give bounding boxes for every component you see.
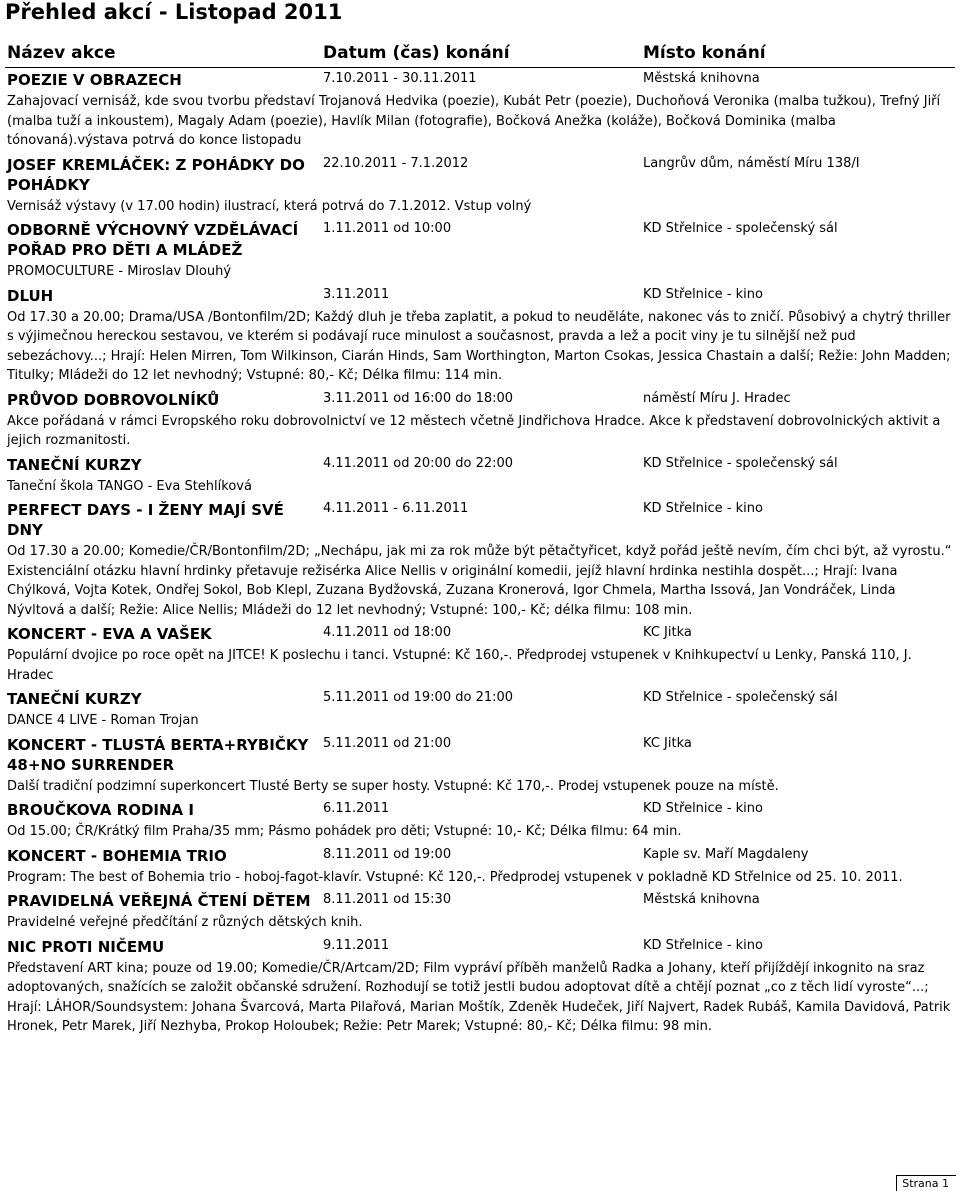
event-place: KC Jitka — [643, 625, 692, 640]
event-name: ODBORNĚ VÝCHOVNÝ VZDĚLÁVACÍ POŘAD PRO DĚTI A MLÁDEŽ — [7, 221, 299, 259]
event-description: Další tradiční podzimní superkoncert Tlusté Berty se super hosty. Vstupné: Kč 170,-. Prodej vstupenek pouze na místě. — [7, 778, 779, 794]
event-list — [0, 69, 960, 1040]
event-date: 4.11.2011 od 18:00 — [323, 625, 452, 640]
event-description: Představení ART kina; pouze od 19.00; Komedie/ČR/Artcam/2D; Film vypráví příběh manželů Radka a Johany, kteří přijíždějí inkognito na sraz adoptovaných, snažících se založit občanské sdružení. Rozhodují se totiž jestli budou adoptovat dítě a chtějí poznat „co z těch lidí vyroste“...; Hrají: LÁHOR/Soundsystem: Johana Švarcová, Marta Pilařová, Marian Moštík, Zdeněk Hudeček, Jiří Najvert, Radek Rubáš, Kamila Davidová, Patrik Hronek, Petr Marek, Jiří Nezhyba, Prokop Holoubek; Režie: Petr Marek; Vstupné: 80,- Kč; Délka filmu: 98 min. — [7, 960, 951, 1034]
event-name: PERFECT DAYS - I ŽENY MAJÍ SVÉ DNY — [7, 501, 284, 539]
event-description: DANCE 4 LIVE - Roman Trojan — [7, 713, 199, 728]
event-item — [0, 734, 960, 800]
event-place: Městská knihovna — [643, 71, 760, 86]
event-description: Vernisáž výstavy (v 17.00 hodin) ilustrací, která potrvá do 7.1.2012. Vstup volný — [7, 198, 532, 214]
event-item — [0, 389, 960, 454]
event-description: Populární dvojice po roce opět na JITCE! K poslechu i tanci. Vstupné: Kč 160,-. Předprodej vstupenek v Knihkupectví u Lenky, Panská 110, J. Hradec — [7, 648, 912, 683]
event-name: TANEČNÍ KURZY — [7, 690, 142, 708]
event-date: 8.11.2011 od 19:00 — [323, 846, 452, 862]
event-name: KONCERT - TLUSTÁ BERTA+RYBIČKY 48+NO SURRENDER — [7, 735, 309, 774]
event-name: KONCERT - EVA A VAŠEK — [7, 625, 212, 643]
header-name: Název akce — [7, 43, 116, 63]
event-name: KONCERT - BOHEMIA TRIO — [7, 846, 227, 865]
event-date: 9.11.2011 — [323, 937, 390, 953]
event-place: Langrův dům, náměstí Míru 138/I — [643, 155, 860, 171]
event-name: BROUČKOVA RODINA I — [7, 801, 194, 819]
event-description: Akce pořádaná v rámci Evropského roku dobrovolnictví ve 12 městech včetně Jindřichova Hradce. Akce k představení dobrovolnických aktivit a jejich rozmanitosti. — [7, 413, 941, 448]
event-place: Kaple sv. Maří Magdaleny — [643, 846, 809, 862]
event-date: 5.11.2011 od 21:00 — [323, 735, 452, 751]
event-description: PROMOCULTURE - Miroslav Dlouhý — [7, 264, 232, 279]
event-description: Od 17.30 a 20.00; Drama/USA /Bontonfilm/2D; Každý dluh je třeba zaplatit, a pokud to neuděláte, nakonec vás to zničí. Působivý a chytrý thriller s výjimečnou hereckou sestavou, ve kterém si podávají ruce minulost a současnost, pravda a lež a pocit viny je tu silnější než pud sebezáchovy...; Hrají: Helen Mirren, Tom Wilkinson, Ciarán Hinds, Sam Worthington, Marton Csokas, Jessica Chastain a další; Režie: John Madden; Titulky; Mládeži do 12 let nevhodný; Vstupné: 80,- Kč; Délka filmu: 114 min. — [7, 309, 951, 383]
event-place: KD Střelnice - kino — [643, 937, 763, 953]
event-place: KD Střelnice - kino — [643, 501, 763, 516]
event-description: Taneční škola TANGO - Eva Stehlíková — [7, 478, 252, 494]
page-number: Strana 1 — [896, 1175, 956, 1191]
event-place: KD Střelnice - kino — [643, 286, 763, 302]
event-description: Zahajovací vernisáž, kde svou tvorbu představí Trojanová Hedvika (poezie), Kubát Petr (poezie), Duchoňová Veronika (malba tužkou), Trefný Jiří (malba tuží a inkoustem), Magaly Adam (poezie), Havlík Milan (fotografie), Bočková Anežka (koláže), Bočková Dominika (malba tónovaná).výstava potrvá do konce listopadu — [7, 94, 941, 148]
event-item — [0, 845, 960, 891]
event-description: Pravidelné veřejné předčítání z různých dětských knih. — [7, 915, 363, 930]
event-date: 4.11.2011 od 20:00 do 22:00 — [323, 455, 514, 471]
header-place: Místo konání — [643, 43, 766, 63]
event-name: NIC PROTI NIČEMU — [7, 937, 165, 956]
event-date: 5.11.2011 od 19:00 do 21:00 — [323, 690, 514, 705]
event-name: DLUH — [7, 286, 54, 305]
page-title: Přehled akcí - Listopad 2011 — [5, 0, 343, 24]
event-place: KD Střelnice - společenský sál — [643, 221, 838, 236]
event-item — [0, 799, 960, 845]
event-item — [0, 688, 960, 734]
event-name: JOSEF KREMLÁČEK: Z POHÁDKY DO POHÁDKY — [7, 155, 305, 194]
event-date: 8.11.2011 od 15:30 — [323, 892, 452, 907]
event-place: Městská knihovna — [643, 892, 760, 907]
event-item — [0, 890, 960, 936]
header-divider — [5, 67, 955, 68]
event-item — [0, 623, 960, 688]
event-description: Program: The best of Bohemia trio - hoboj-fagot-klavír. Vstupné: Kč 120,-. Předprodej vstupenek v pokladně KD Střelnice od 25. 10. 2011. — [7, 869, 903, 885]
event-item — [0, 154, 960, 220]
event-date: 1.11.2011 od 10:00 — [323, 221, 452, 236]
event-name: PRŮVOD DOBROVOLNÍKŮ — [7, 390, 220, 409]
event-date: 22.10.2011 - 7.1.2012 — [323, 155, 469, 171]
event-date: 3.11.2011 — [323, 286, 390, 302]
event-date: 3.11.2011 od 16:00 do 18:00 — [323, 390, 514, 406]
event-description: Od 15.00; ČR/Krátký film Praha/35 mm; Pásmo pohádek pro děti; Vstupné: 10,- Kč; Délka filmu: 64 min. — [7, 824, 682, 839]
header-date: Datum (čas) konání — [323, 43, 510, 63]
event-item — [0, 69, 960, 154]
event-date: 6.11.2011 — [323, 801, 390, 816]
event-item — [0, 499, 960, 623]
event-date: 7.10.2011 - 30.11.2011 — [323, 71, 477, 86]
event-name: TANEČNÍ KURZY — [7, 455, 142, 474]
event-item — [0, 285, 960, 389]
event-name: POEZIE V OBRAZECH — [7, 71, 182, 89]
event-name: PRAVIDELNÁ VEŘEJNÁ ČTENÍ DĚTEM — [7, 892, 311, 910]
event-place: KD Střelnice - společenský sál — [643, 455, 838, 471]
event-place: KC Jitka — [643, 735, 692, 751]
event-date: 4.11.2011 - 6.11.2011 — [323, 501, 469, 516]
event-place: KD Střelnice - společenský sál — [643, 690, 838, 705]
event-place: náměstí Míru J. Hradec — [643, 390, 791, 406]
event-description: Od 17.30 a 20.00; Komedie/ČR/Bontonfilm/2D; „Nechápu, jak mi za rok může být pětačtyřicet, když pořád ještě nevím, čím chci být, až vyrostu.“ Existenciální otázku hlavní hrdinky přetavuje režisérka Alice Nellis v originální komedii, jejíž hlavní hrdinka nestihla dospět...; Hrají: Ivana Chýlková, Vojta Kotek, Ondřej Sokol, Bob Klepl, Zuzana Bydžovská, Zuzana Kronerová, Igor Chmela, Martha Issová, Jan Vondráček, Linda Nývltová a další; Režie: Alice Nellis; Mládeži do 12 let nevhodný; Vstupné: 100,- Kč; délka filmu: 108 min. — [7, 544, 952, 618]
event-item — [0, 454, 960, 500]
event-item — [0, 219, 960, 285]
event-place: KD Střelnice - kino — [643, 801, 763, 816]
event-item — [0, 936, 960, 1040]
